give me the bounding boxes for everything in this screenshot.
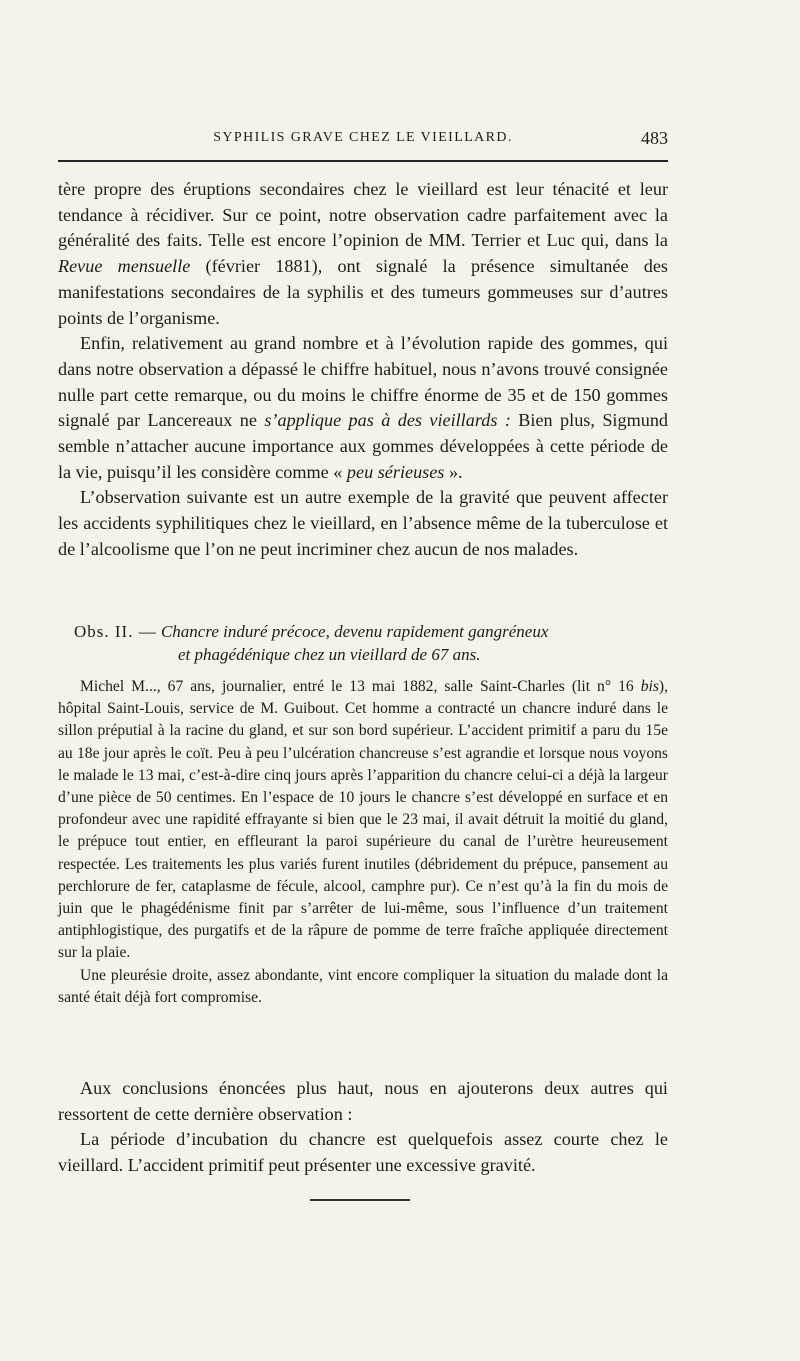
paragraph-2-emphasis: s’applique pas à des vieillards : xyxy=(264,410,511,431)
paragraph-1-text: tère propre des éruptions secondaires chez le vieillard est leur ténacité et leur tendance à récidiver. Sur ce point, notre observation cadre parfaitement avec la généralité des faits. Telle est encore l’opinion de MM. Terrier et Luc qui, dans la xyxy=(58,179,668,251)
page-header xyxy=(58,130,668,152)
observation-bis: bis xyxy=(640,678,659,695)
conclusion-paragraph-1: Aux conclusions énoncées plus haut, nous en ajouterons deux autres qui ressortent de cette dernière observation : xyxy=(58,1078,668,1124)
observation-title-line-1 xyxy=(58,620,668,643)
paragraph-2-a: Enfin, relativement au grand nombre et à l’évolution rapide des gommes, qui dans notre observation a dépassé le chiffre habituel, nous n’avons trouvé consignée nulle part cette remarque, ou du moins le chiffre énorme de 35 et de 150 gommes signalé par Lancereaux ne xyxy=(58,333,668,431)
observation-body-a: Michel M..., 67 ans, journalier, entré le 13 mai 1882, salle Saint-Charles (lit n° 16 xyxy=(80,678,641,695)
paragraph-1 xyxy=(58,177,668,331)
running-title: SYPHILIS GRAVE CHEZ LE VIEILLARD. xyxy=(213,130,513,145)
closing-rule xyxy=(310,1199,410,1201)
page-number: 483 xyxy=(641,128,668,148)
journal-title: Revue mensuelle xyxy=(58,256,191,277)
observation-body-b: ), hôpital Saint-Louis, service de M. Guibout. Cet homme a contracté un chancre induré dans le sillon préputial à la racine du gland, et sur son bord supérieur. L’accident primitif a paru du 15e au 18e jour après le coït. Peu à peu l’ulcération chancreuse s’est agrandie et lorsque nous voyons le malade le 13 mai, c’est-à-dire cinq jours après l’apparition du chancre celui-ci a déjà la largeur d’une pièce de 50 centimes. En l’espace de 10 jours le chancre s’est développé en surface et en profondeur avec une rapidité effrayante si bien que le 23 mai, il avait détruit la moitié du gland, le prépuce tout entier, en effleurant la paroi supérieure du canal de l’urètre heureusement respectée. Les traitements les plus variés furent inutiles (débridement du prépuce, pansement au perchlorure de fer, cataplasme de fécule, alcool, camphre pur). Ce n’est qu’à la fin du mois de juin que le phagédénisme finit par s’arrêter de lui-même, sous l’influence d’un traitement antiphlogistique, des purgatifs et de la râpure de pomme de terre fraîche appliquée directement sur la plaie. xyxy=(58,678,668,962)
paragraph-2 xyxy=(58,331,668,485)
header-rule xyxy=(58,160,668,162)
observation-label: Obs. II. — xyxy=(74,622,157,641)
observation-heading xyxy=(58,620,668,666)
paragraph-1-end: (février 1881), ont signalé la présence simultanée des manifestations secondaires de la syphilis et des tumeurs gommeuses sur d’autres points de l’organisme. xyxy=(58,256,668,328)
conclusions xyxy=(58,1076,668,1179)
paragraph-2-b: Bien plus, Sigmund semble n’attacher aucune importance aux gommes développées à cette période de la vie, puisqu’il les considère comme « xyxy=(58,410,669,482)
observation-paragraph-1 xyxy=(58,676,668,965)
paragraph-3: L’observation suivante est un autre exemple de la gravité que peuvent affecter les accidents syphilitiques chez le vieillard, en l’absence même de la tuberculose et de l’alcoolisme que l’on ne peut incriminer chez aucun de nos malades. xyxy=(58,487,668,559)
paragraph-2-quote: peu sérieuses xyxy=(346,461,445,482)
main-text xyxy=(58,177,668,563)
observation-title-line-2: et phagédénique chez un vieillard de 67 ans. xyxy=(178,645,481,664)
conclusion-paragraph-2: La période d’incubation du chancre est quelquefois assez courte chez le vieillard. L’accident primitif peut présenter une excessive gravité. xyxy=(58,1129,668,1176)
paragraph-2-c: ». xyxy=(444,461,463,482)
observation-title-1: Chancre induré précoce, devenu rapidement gangréneux xyxy=(160,622,549,641)
observation-paragraph-2: Une pleurésie droite, assez abondante, vint encore compliquer la situation du malade dont la santé était déjà fort compromise. xyxy=(58,966,668,1006)
observation-body xyxy=(58,676,668,1009)
